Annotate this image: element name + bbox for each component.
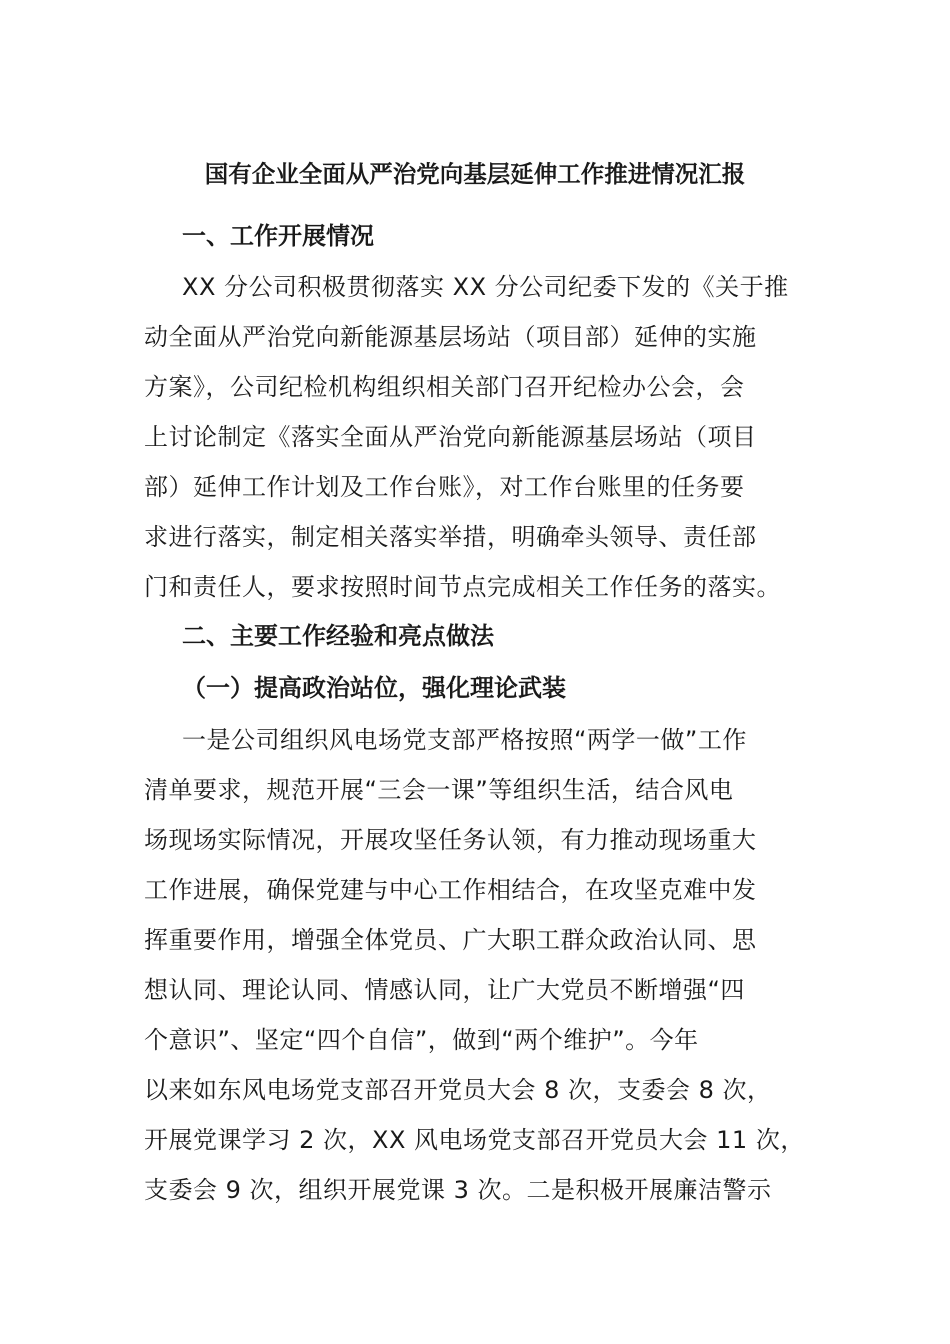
paragraph-line: XX 分公司积极贯彻落实 XX 分公司纪委下发的《关于推 — [182, 273, 789, 301]
document-title: 国有企业全面从严治党向基层延伸工作推进情况汇报 — [204, 160, 746, 188]
subsection-heading-political-stance: （一）提高政治站位，强化理论武装 — [182, 674, 566, 702]
paragraph-line: 清单要求，规范开展“三会一课”等组织生活，结合风电 — [144, 776, 734, 804]
paragraph-line: 以来如东风电场党支部召开党员大会 8 次，支委会 8 次， — [144, 1076, 772, 1104]
paragraph-line: 挥重要作用，增强全体党员、广大职工群众政治认同、思 — [144, 926, 757, 954]
paragraph-line: 支委会 9 次，组织开展党课 3 次。二是积极开展廉洁警示 — [144, 1176, 772, 1204]
section-heading-work-status: 一、工作开展情况 — [182, 222, 374, 250]
paragraph-line: 上讨论制定《落实全面从严治党向新能源基层场站（项目 — [144, 423, 757, 451]
section-heading-experience: 二、主要工作经验和亮点做法 — [182, 622, 494, 650]
paragraph-line: 一是公司组织风电场党支部严格按照“两学一做”工作 — [182, 726, 747, 754]
paragraph-line: 工作进展，确保党建与中心工作相结合，在攻坚克难中发 — [144, 876, 757, 904]
paragraph-line: 开展党课学习 2 次，XX 风电场党支部召开党员大会 11 次， — [144, 1126, 805, 1154]
section-2-paragraph — [144, 715, 806, 1215]
section-1-paragraph — [144, 262, 806, 612]
paragraph-line: 场现场实际情况，开展攻坚任务认领，有力推动现场重大 — [144, 826, 757, 854]
paragraph-line: 求进行落实，制定相关落实举措，明确牵头领导、责任部 — [144, 523, 757, 551]
paragraph-line: 个意识”、坚定“四个自信”，做到“两个维护”。今年 — [144, 1026, 699, 1054]
paragraph-line: 门和责任人，要求按照时间节点完成相关工作任务的落实。 — [144, 573, 781, 601]
paragraph-line: 动全面从严治党向新能源基层场站（项目部）延伸的实施 — [144, 323, 757, 351]
paragraph-line: 想认同、理论认同、情感认同，让广大党员不断增强“四 — [144, 976, 745, 1004]
paragraph-line: 方案》，公司纪检机构组织相关部门召开纪检办公会，会 — [144, 373, 745, 401]
paragraph-line: 部）延伸工作计划及工作台账》，对工作台账里的任务要 — [144, 473, 745, 501]
